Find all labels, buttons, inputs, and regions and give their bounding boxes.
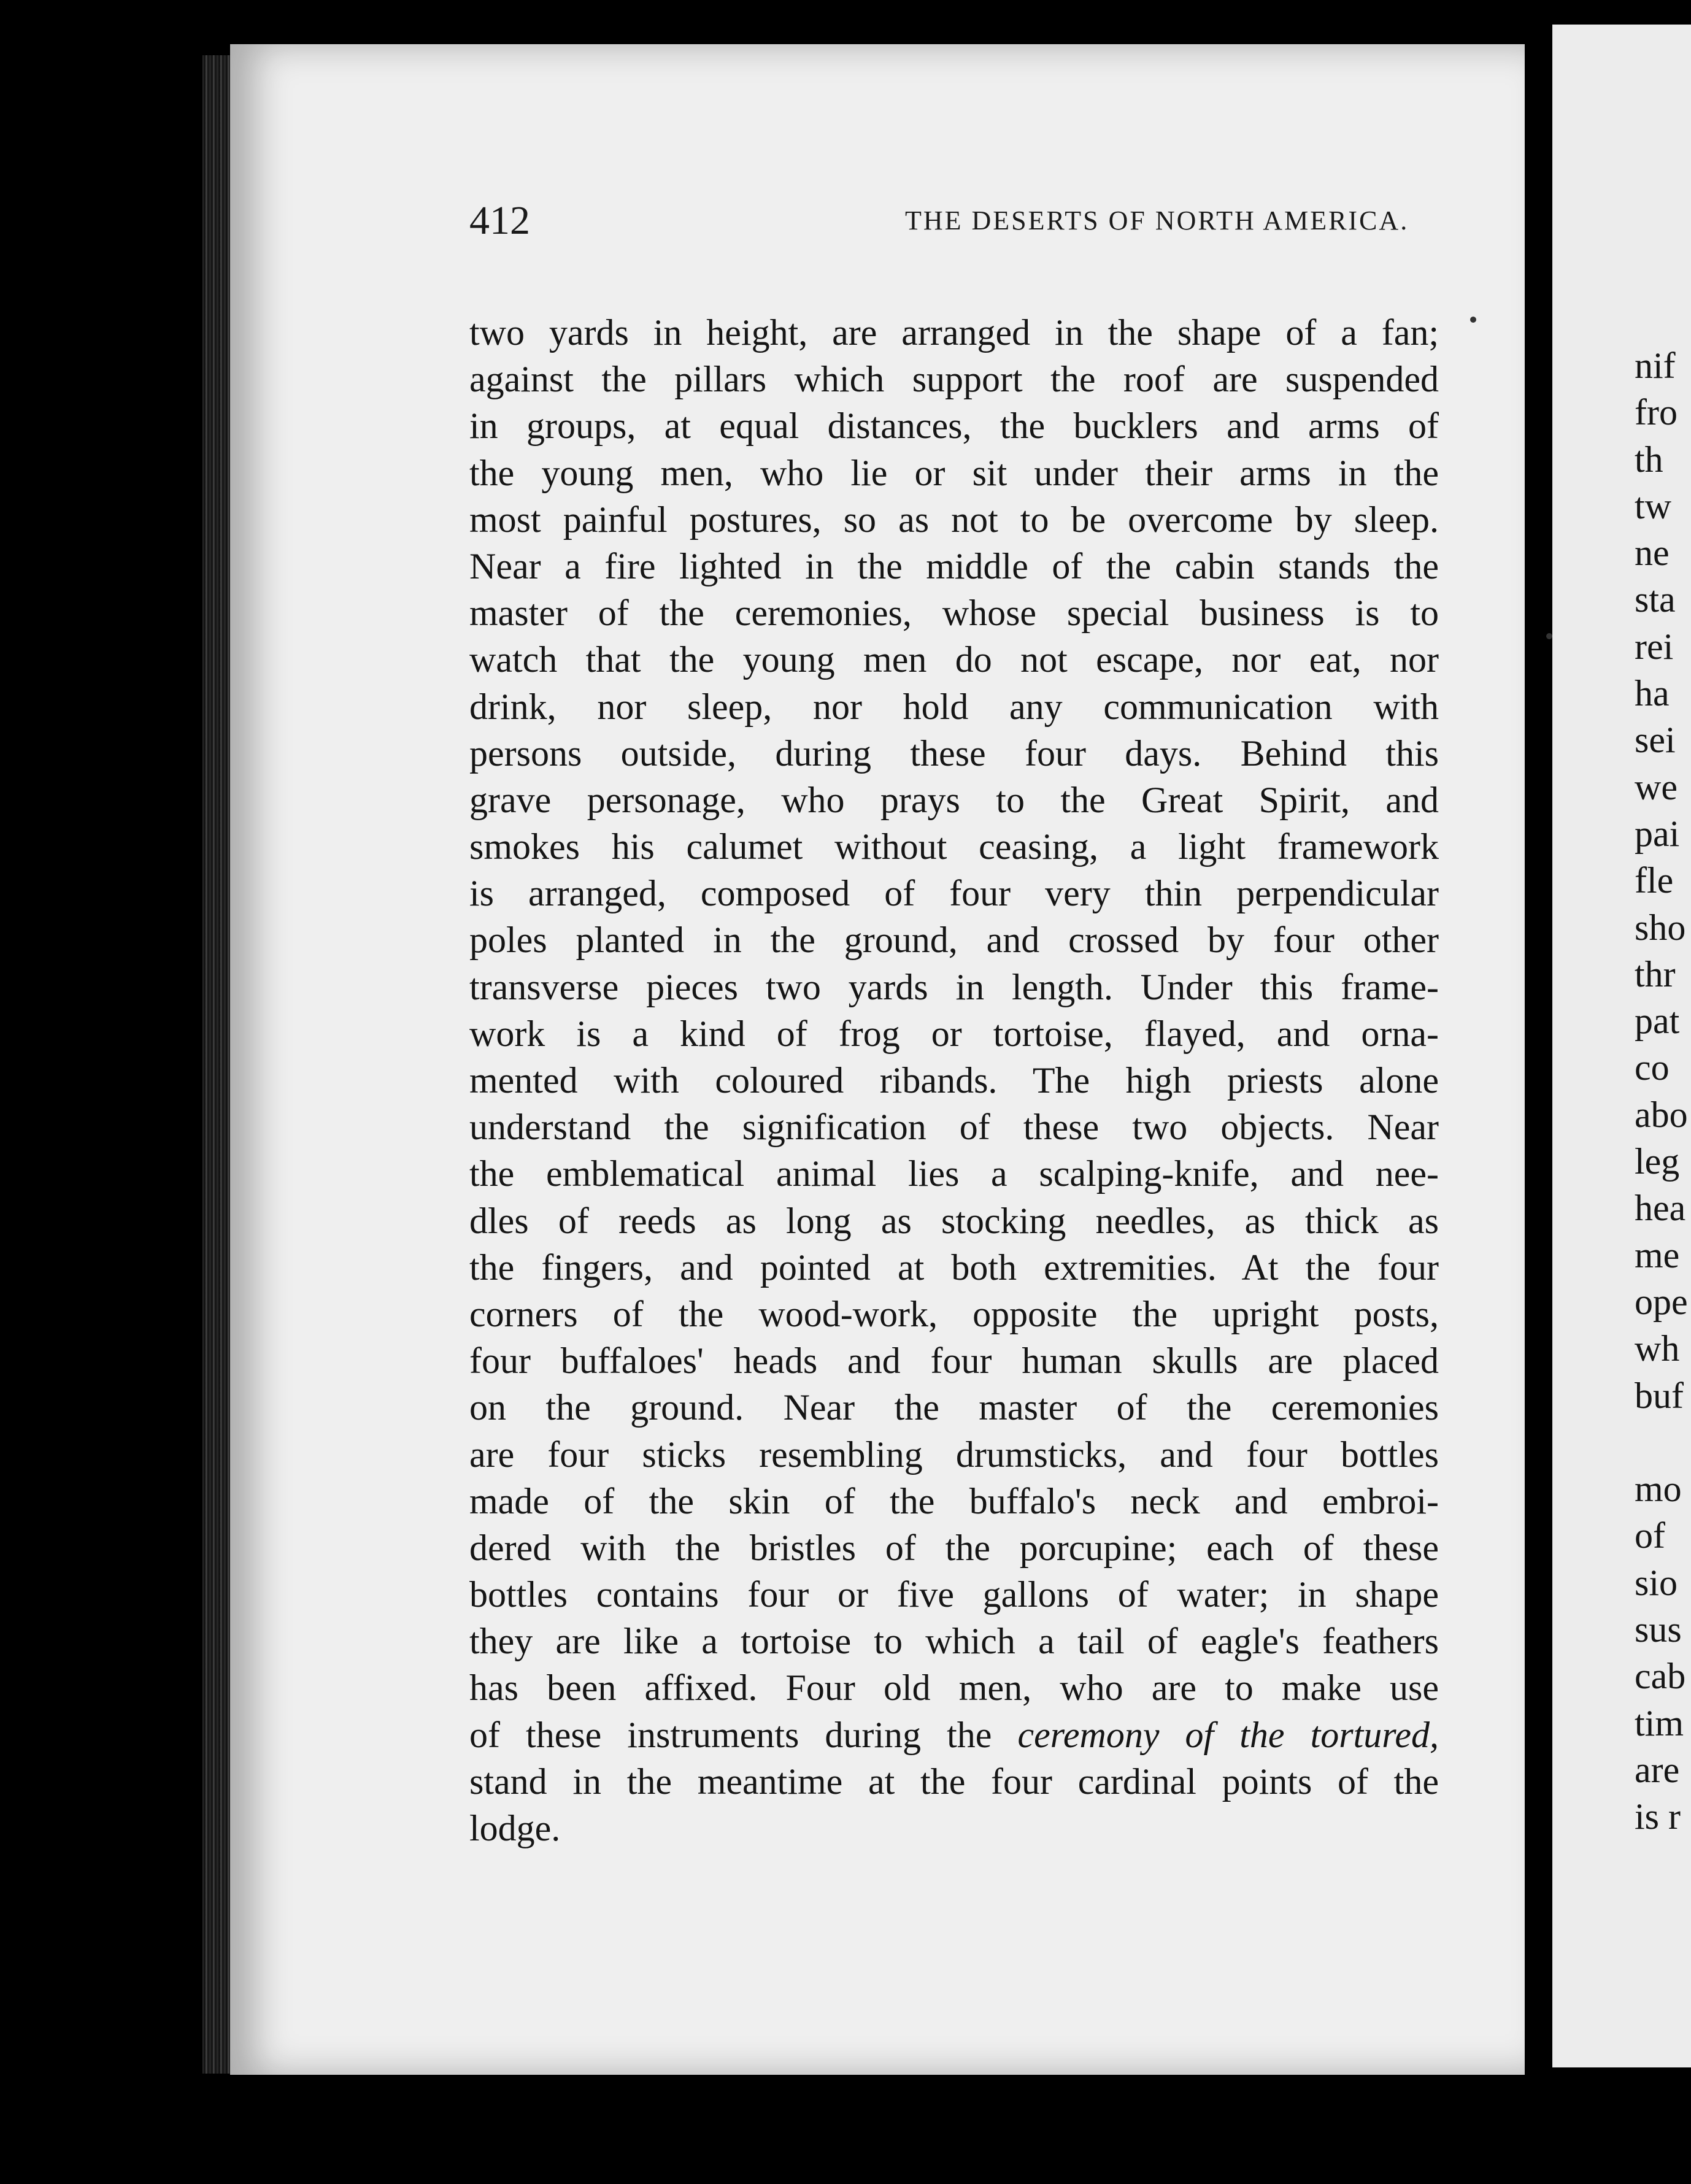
text-line: made of the skin of the buffalo's neck and embroi- xyxy=(469,1480,1439,1521)
line-fragment: sho xyxy=(1635,907,1686,948)
body-text xyxy=(469,309,1439,1851)
line-fragment: ha xyxy=(1635,673,1670,714)
text-line: watch that the young men do not escape, nor eat, nor xyxy=(469,639,1439,680)
text-line: dles of reeds as long as stocking needles, as thick as xyxy=(469,1200,1439,1241)
line-fragment: sio xyxy=(1635,1562,1678,1603)
page-header xyxy=(469,198,1439,265)
facing-page xyxy=(1552,25,1691,2067)
running-head: THE DESERTS OF NORTH AMERICA. xyxy=(905,206,1409,236)
text-line: drink, nor sleep, nor hold any communication with xyxy=(469,686,1439,727)
facing-page-text xyxy=(1635,342,1691,1840)
text-line-final: lodge. xyxy=(469,1808,561,1848)
text-line: the young men, who lie or sit under their arms in the xyxy=(469,452,1439,493)
line-fragment: tw xyxy=(1635,485,1671,526)
text-line: most painful postures, so as not to be overcome by sleep. xyxy=(469,499,1439,540)
line-fragment: mo xyxy=(1635,1469,1682,1510)
scan-speck xyxy=(1470,317,1476,323)
line-fragment: th xyxy=(1635,439,1663,480)
text-line: against the pillars which support the roof are suspended xyxy=(469,359,1439,400)
text-line: persons outside, during these four days. Behind this xyxy=(469,732,1439,774)
text-line: dered with the bristles of the porcupine; each of these xyxy=(469,1527,1439,1568)
text-line: on the ground. Near the master of the ceremonies xyxy=(469,1387,1439,1428)
line-fragment: co xyxy=(1635,1047,1670,1088)
italic-phrase: ceremony of the tortured, xyxy=(1017,1714,1439,1755)
scan-speck xyxy=(1546,633,1552,639)
line-fragment: sus xyxy=(1635,1609,1682,1650)
text-line: smokes his calumet without ceasing, a light framework xyxy=(469,826,1439,867)
text-line: corners of the wood-work, opposite the upright posts, xyxy=(469,1293,1439,1334)
text-line: in groups, at equal distances, the bucklers and arms of xyxy=(469,406,1439,447)
line-fragment: sta xyxy=(1635,579,1676,620)
text-line-italic-phrase xyxy=(469,1712,1439,1758)
line-fragment: ne xyxy=(1635,533,1670,574)
text-line: they are like a tortoise to which a tail of eagle's feathers xyxy=(469,1621,1439,1662)
text-line: stand in the meantime at the four cardinal points of the xyxy=(469,1761,1439,1802)
text-line: the emblematical animal lies a scalping-knife, and nee- xyxy=(469,1153,1439,1194)
text-line: poles planted in the ground, and crossed by four other xyxy=(469,920,1439,961)
line-fragment: leg xyxy=(1635,1141,1680,1182)
text-line: work is a kind of frog or tortoise, flayed, and orna- xyxy=(469,1013,1439,1054)
text-line: bottles contains four or five gallons of water; in shape xyxy=(469,1574,1439,1615)
text-line: four buffaloes' heads and four human skulls are placed xyxy=(469,1340,1439,1382)
text-line: mented with coloured ribands. The high priests alone xyxy=(469,1060,1439,1101)
line-fragment: of xyxy=(1635,1515,1665,1556)
line-fragment: pat xyxy=(1635,1001,1680,1042)
line-fragment: we xyxy=(1635,766,1678,807)
text-line: two yards in height, are arranged in the shape of a fan; xyxy=(469,312,1439,353)
line-fragment: tim xyxy=(1635,1702,1684,1744)
line-fragment: sei xyxy=(1635,720,1676,761)
line-fragment: hea xyxy=(1635,1188,1686,1229)
text-line: understand the signification of these two objects. Near xyxy=(469,1107,1439,1148)
text-line: the fingers, and pointed at both extremities. At the four xyxy=(469,1247,1439,1288)
line-fragment: are xyxy=(1635,1749,1680,1790)
text-line: Near a fire lighted in the middle of the cabin stands the xyxy=(469,545,1439,586)
text-line-part: of these instruments during the xyxy=(469,1714,1018,1755)
text-line: are four sticks resembling drumsticks, and four bottles xyxy=(469,1434,1439,1475)
text-line: has been affixed. Four old men, who are to make use xyxy=(469,1667,1439,1709)
line-fragment: fle xyxy=(1635,860,1674,901)
line-fragment: is r xyxy=(1635,1796,1681,1837)
line-fragment: rei xyxy=(1635,626,1674,667)
text-line: grave personage, who prays to the Great Spirit, and xyxy=(469,779,1439,820)
line-fragment: pai xyxy=(1635,813,1680,854)
line-fragment xyxy=(1635,1419,1691,1466)
page-number: 412 xyxy=(469,198,530,243)
text-line: is arranged, composed of four very thin perpendicular xyxy=(469,873,1439,914)
line-fragment: wh xyxy=(1635,1328,1680,1369)
line-fragment: thr xyxy=(1635,953,1676,994)
line-fragment: abo xyxy=(1635,1094,1688,1135)
line-fragment: buf xyxy=(1635,1375,1684,1416)
line-fragment: ope xyxy=(1635,1281,1688,1322)
text-line: transverse pieces two yards in length. Under this frame- xyxy=(469,966,1439,1007)
line-fragment: fro xyxy=(1635,392,1678,433)
line-fragment: nif xyxy=(1635,345,1676,386)
line-fragment: me xyxy=(1635,1234,1680,1275)
text-line: master of the ceremonies, whose special business is to xyxy=(469,593,1439,634)
left-page xyxy=(230,44,1525,2075)
line-fragment: cab xyxy=(1635,1656,1686,1697)
